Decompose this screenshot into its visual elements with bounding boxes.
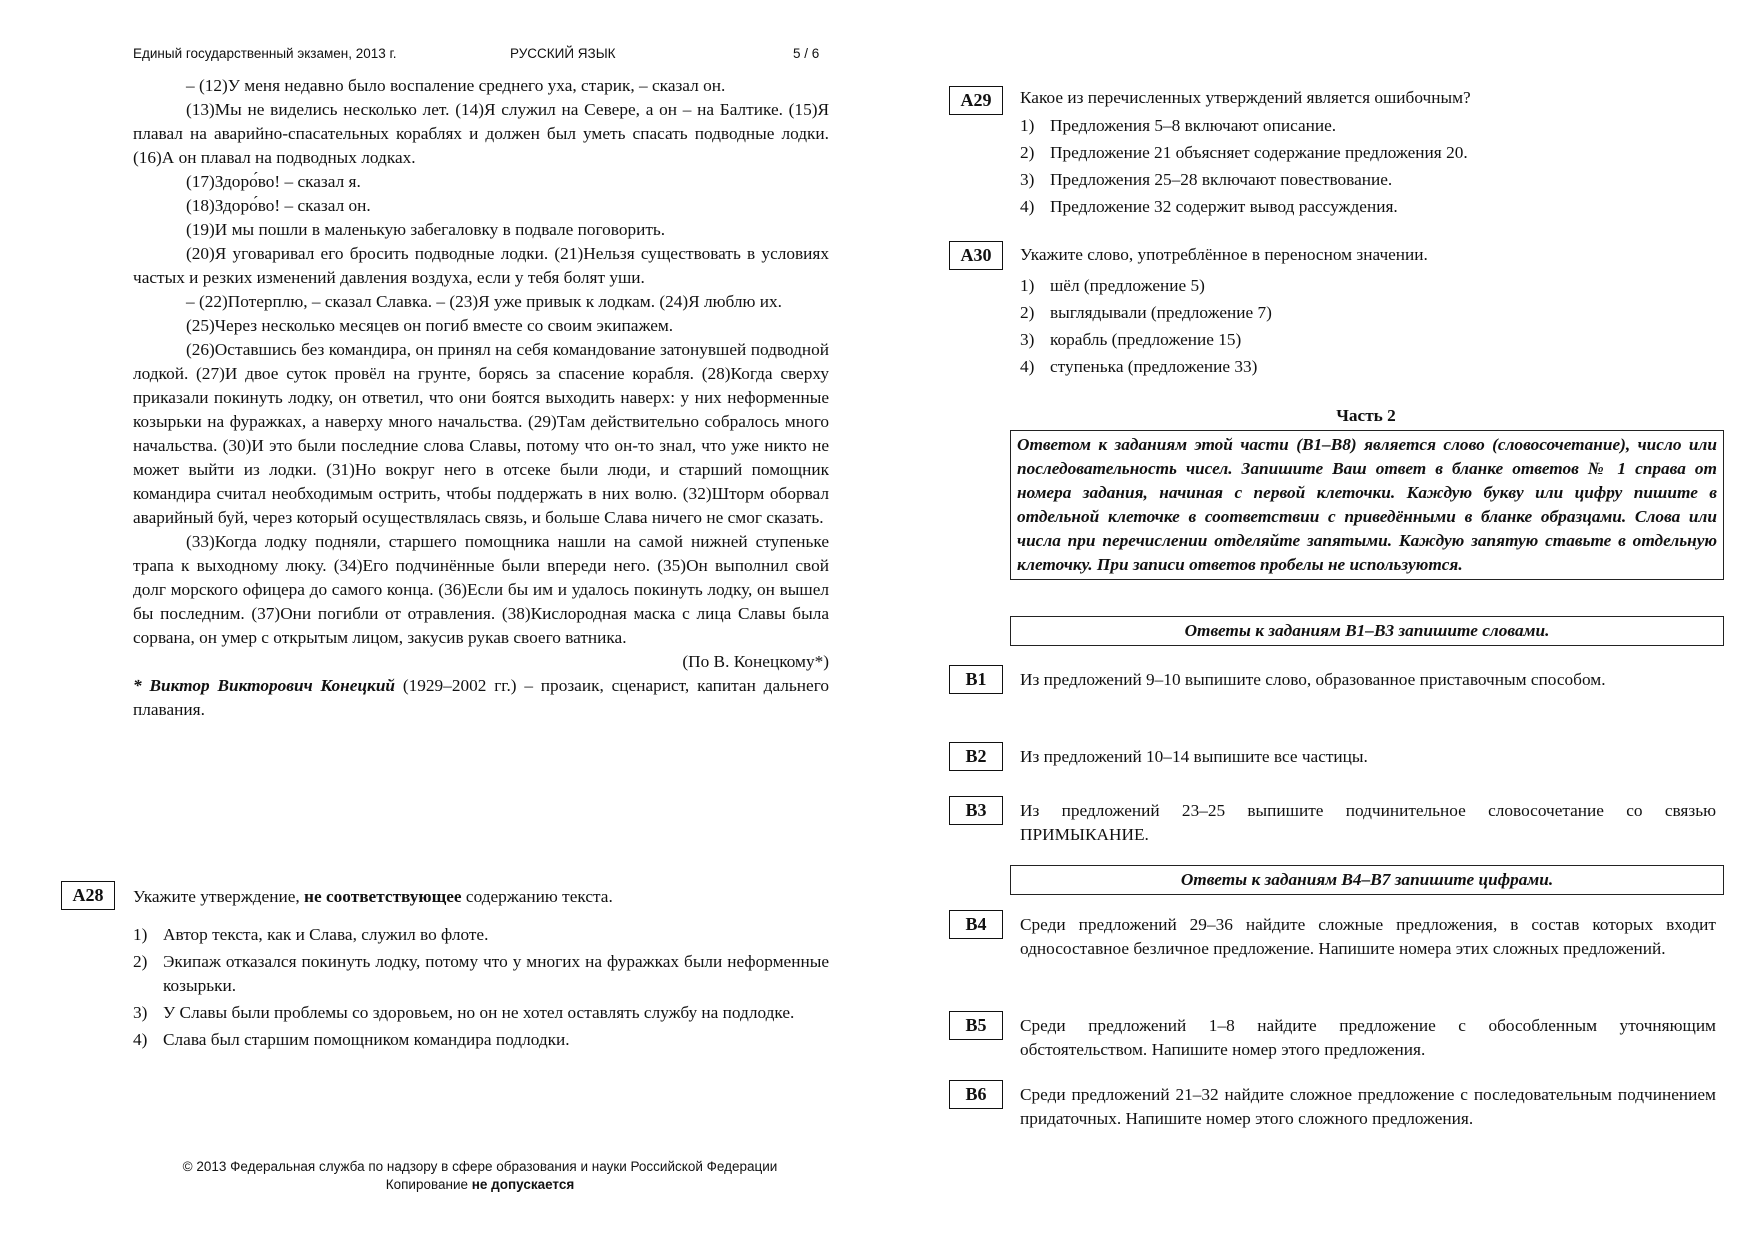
text-paragraph: (20)Я уговаривал его бросить подводные лодки. (21)Нельзя существовать в условиях частых и резких изменений давления воздуха, если у тебя болят уши. <box>133 244 829 287</box>
question-emphasis: не соответствующее <box>304 887 462 906</box>
option-number: 2) <box>1020 143 1035 162</box>
text-paragraph: (19)И мы пошли в маленькую забегаловку в подвале поговорить. <box>186 220 666 239</box>
copy-notice-bold: не допускается <box>471 1177 575 1192</box>
option-number: 1) <box>133 925 148 944</box>
part2-instructions <box>1010 430 1724 580</box>
task-a30 <box>1020 243 1720 379</box>
part2-title: Часть 2 <box>1336 406 1396 425</box>
copy-notice <box>150 1176 810 1194</box>
option-number: 2) <box>133 952 148 971</box>
option-text: Предложение 21 объясняет содержание предложения 20. <box>1050 143 1468 162</box>
task-tag-b5: B5 <box>949 1011 1003 1040</box>
option-number: 1) <box>1020 276 1035 295</box>
text-paragraph: – (22)Потерплю, – сказал Славка. – (23)Я уже привык к лодкам. (24)Я люблю их. <box>186 292 782 311</box>
option-number: 2) <box>1020 303 1035 322</box>
option-number: 3) <box>1020 330 1035 349</box>
text-paragraph: (13)Мы не виделись несколько лет. (14)Я служил на Севере, а он – на Балтике. (15)Я плавал на аварийно-спасательных кораблях и должен был уметь спасать подводные лодки. (16)А он плавал на подводных лодках. <box>133 100 829 167</box>
task-b1-text: Из предложений 9–10 выпишите слово, образованное приставочным способом. <box>1020 670 1606 689</box>
part2-instructions-text: Ответом к заданиям этой части (B1–B8) является слово (словосочетание), число или последовательность чисел. Запишите Ваш ответ в бланке ответов № 1 справа от номера задания, начиная с первой клеточки. Каждую букву или цифру пишите в отдельной клеточке в соответствии с приведёнными в бланке образцами. Слова или числа при перечислении отделяйте запятыми. Каждую запятую ставьте в отдельную клеточку. При записи ответов пробелы не используются. <box>1017 435 1717 574</box>
answer-option <box>1020 114 1720 138</box>
question-text: содержанию текста. <box>461 887 613 906</box>
option-number: 4) <box>1020 357 1035 376</box>
option-text: Экипаж отказался покинуть лодку, потому что у многих на фуражках были неформенные козырьки. <box>163 952 829 995</box>
answer-option <box>1020 355 1720 379</box>
task-b2 <box>1020 745 1716 769</box>
task-a29-question: Какое из перечисленных утверждений является ошибочным? <box>1020 88 1471 107</box>
text-paragraph: (25)Через несколько месяцев он погиб вместе со своим экипажем. <box>186 316 674 335</box>
task-b4-text: Среди предложений 29–36 найдите сложные предложения, в состав которых входит односоставное безличное предложение. Напишите номера этих сложных предложений. <box>1020 915 1716 958</box>
option-text: шёл (предложение 5) <box>1050 276 1205 295</box>
task-tag-a28: A28 <box>61 881 115 910</box>
answer-option <box>133 950 829 998</box>
task-tag-b3: B3 <box>949 796 1003 825</box>
author-name: * Виктор Викторович Конецкий <box>133 676 396 695</box>
task-b3 <box>1020 799 1716 847</box>
task-b5 <box>1020 1014 1716 1062</box>
note-digits: Ответы к заданиям B4–B7 запишите цифрами. <box>1180 870 1554 889</box>
option-text: корабль (предложение 15) <box>1050 330 1242 349</box>
option-text: Автор текста, как и Слава, служил во флоте. <box>163 925 489 944</box>
answer-option <box>1020 168 1720 192</box>
text-paragraph: (17)Здоро́во! – сказал я. <box>186 172 361 191</box>
task-tag-b2: B2 <box>949 742 1003 771</box>
task-tag-b1: B1 <box>949 665 1003 694</box>
option-number: 3) <box>1020 170 1035 189</box>
task-tag-b4: B4 <box>949 910 1003 939</box>
option-number: 4) <box>1020 197 1035 216</box>
task-a30-question: Укажите слово, употреблённое в переносном значении. <box>1020 245 1428 264</box>
author-footnote <box>133 674 829 722</box>
option-text: выглядывали (предложение 7) <box>1050 303 1272 322</box>
author-note: (1929–2002 гг.) – прозаик, сценарист, капитан дальнего плавания. <box>133 676 829 719</box>
task-tag-a29: A29 <box>949 86 1003 115</box>
answer-option <box>1020 328 1720 352</box>
exam-title: Единый государственный экзамен, 2013 г. <box>133 46 397 61</box>
option-number: 4) <box>133 1030 148 1049</box>
note-digits-box <box>1010 865 1724 895</box>
task-b1 <box>1020 668 1716 692</box>
copyright-line: © 2013 Федеральная служба по надзору в сфере образования и науки Российской Федерации <box>182 1159 778 1174</box>
option-text: У Славы были проблемы со здоровьем, но он не хотел оставлять службу на подлодке. <box>163 1003 795 1022</box>
task-a28-question <box>133 885 829 909</box>
option-number: 1) <box>1020 116 1035 135</box>
answer-option <box>133 1001 829 1025</box>
task-tag-a30: A30 <box>949 241 1003 270</box>
task-b3-text: Из предложений 23–25 выпишите подчинительное словосочетание со связью ПРИМЫКАНИЕ. <box>1020 801 1716 844</box>
option-text: Предложения 5–8 включают описание. <box>1050 116 1337 135</box>
copyright-footer <box>150 1158 810 1194</box>
text-paragraph: (26)Оставшись без командира, он принял на себя командование затонувшей подводной лодкой. (27)И двое суток провёл на грунте, борясь за спасение корабля. (28)Когда сверху приказали покинуть лодку, он ответил, что они боятся выходить наверх: у них неформенные козырьки на фуражках, а наверху много начальства. (29)Там действительно собралось много начальства. (30)И это были последние слова Славы, потому что он-то знал, что уже никто не может выйти из лодки. (31)Но вокруг него в отсеке были люди, и старший помощник командира считал необходимым острить, чтобы поддержать в них волю. (32)Шторм оборвал аварийный буй, через который осуществлялась связь, и больше Слава ничего не смог сказать. <box>133 340 829 527</box>
page-number: 5 / 6 <box>793 46 820 61</box>
task-b2-text: Из предложений 10–14 выпишите все частицы. <box>1020 747 1368 766</box>
reading-text <box>133 74 829 722</box>
task-b5-text: Среди предложений 1–8 найдите предложение с обособленным уточняющим обстоятельством. Напишите номер этого предложения. <box>1020 1016 1716 1059</box>
task-b4 <box>1020 913 1716 961</box>
text-paragraph: (33)Когда лодку подняли, старшего помощника нашли на самой нижней ступеньке трапа к выходному люку. (34)Его подчинённые были впереди него. (35)Он выполнил свой долг морского офицера до самого конца. (36)Если бы им и удалось покинуть лодку, он вышел бы последним. (37)Они погибли от отравления. (38)Кислородная маска с лица Славы была сорвана, он умер с открытым лицом, закусив рукав своего ватника. <box>133 532 829 647</box>
answer-option <box>133 1028 829 1052</box>
task-tag-b6: B6 <box>949 1080 1003 1109</box>
option-text: ступенька (предложение 33) <box>1050 357 1258 376</box>
answer-option <box>1020 301 1720 325</box>
text-paragraph: (18)Здоро́во! – сказал он. <box>186 196 371 215</box>
task-b6-text: Среди предложений 21–32 найдите сложное предложение с последовательным подчинением придаточных. Напишите номер этого сложного предложения. <box>1020 1085 1716 1128</box>
answer-option <box>133 923 829 947</box>
option-text: Слава был старшим помощником командира подлодки. <box>163 1030 570 1049</box>
answer-option <box>1020 141 1720 165</box>
text-paragraph: – (12)У меня недавно было воспаление среднего уха, старик, – сказал он. <box>186 76 726 95</box>
text-attribution: (По В. Конецкому*) <box>682 652 829 671</box>
option-text: Предложения 25–28 включают повествование. <box>1050 170 1393 189</box>
copy-notice-text: Копирование <box>385 1177 472 1192</box>
answer-option <box>1020 274 1720 298</box>
question-text: Укажите утверждение, <box>133 887 305 906</box>
option-number: 3) <box>133 1003 148 1022</box>
task-a28 <box>133 885 829 1052</box>
note-words: Ответы к заданиям B1–B3 запишите словами. <box>1184 621 1550 640</box>
answer-option <box>1020 195 1720 219</box>
option-text: Предложение 32 содержит вывод рассуждения. <box>1050 197 1398 216</box>
note-words-box <box>1010 616 1724 646</box>
task-b6 <box>1020 1083 1716 1131</box>
task-a29 <box>1020 86 1720 219</box>
subject-title: РУССКИЙ ЯЗЫК <box>510 46 616 61</box>
